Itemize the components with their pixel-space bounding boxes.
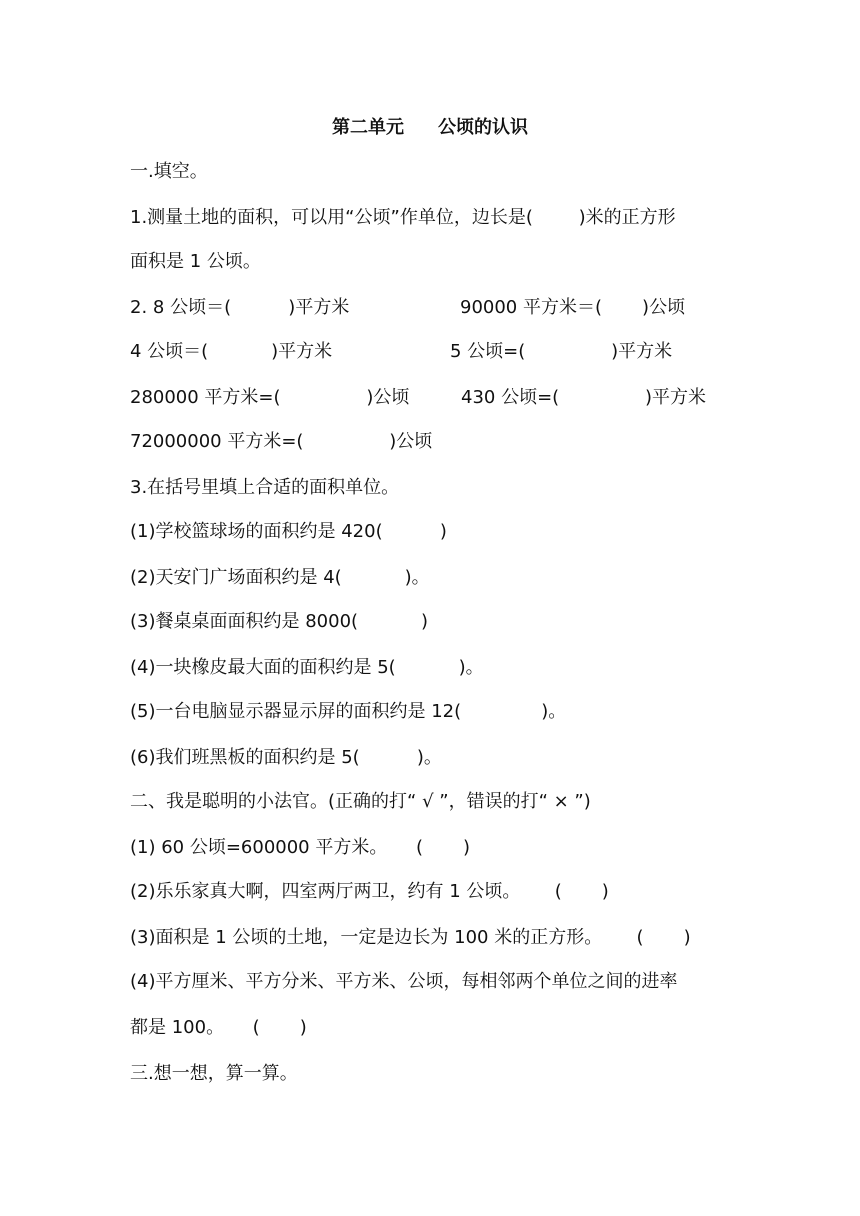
section2-heading: 二、我是聪明的小法官。(正确的打“ √ ”，错误的打“ × ”): [130, 791, 591, 812]
topic-label: 公顷的认识: [438, 117, 528, 138]
question-3-item: (4)一块橡皮最大面的面积约是 5( )。: [130, 657, 484, 678]
section3-heading: 三.想一想，算一算。: [130, 1063, 298, 1084]
judge-item: (4)平方厘米、平方分米、平方米、公顷，每相邻两个单位之间的进率: [130, 971, 678, 992]
question-2f: 430 公顷=( )平方米: [461, 387, 707, 408]
question-3-item: (2)天安门广场面积约是 4( )。: [130, 567, 430, 588]
question-1-line2: 面积是 1 公顷。: [130, 251, 261, 272]
question-3-item: (6)我们班黑板的面积约是 5( )。: [130, 747, 442, 768]
question-3-item: (3)餐桌桌面面积约是 8000( ): [130, 611, 429, 632]
section1-heading: 一.填空。: [130, 161, 208, 182]
question-1-line1: 1.测量土地的面积，可以用“公顷”作单位，边长是( )米的正方形: [130, 207, 676, 228]
judge-item: (3)面积是 1 公顷的土地，一定是边长为 100 米的正方形。 ( ): [130, 927, 691, 948]
judge-item: (2)乐乐家真大啊，四室两厅两卫，约有 1 公顷。 ( ): [130, 881, 609, 902]
question-2e: 280000 平方米=( )公顷: [130, 387, 410, 408]
question-2c: 4 公顷＝( )平方米: [130, 341, 333, 362]
question-2d: 5 公顷=( )平方米: [450, 341, 673, 362]
question-2g: 72000000 平方米=( )公顷: [130, 431, 433, 452]
unit-label: 第二单元: [332, 117, 404, 138]
judge-item: (1) 60 公顷=600000 平方米。 ( ): [130, 837, 471, 858]
page-title: [0, 116, 860, 140]
question-3-heading: 3.在括号里填上合适的面积单位。: [130, 477, 400, 498]
judge-item: 都是 100。 ( ): [130, 1017, 307, 1038]
question-3-item: (5)一台电脑显示器显示屏的面积约是 12( )。: [130, 701, 567, 722]
question-2b: 90000 平方米＝( )公顷: [460, 297, 686, 318]
question-2a: 2. 8 公顷＝( )平方米: [130, 297, 350, 318]
question-3-item: (1)学校篮球场的面积约是 420( ): [130, 521, 447, 542]
